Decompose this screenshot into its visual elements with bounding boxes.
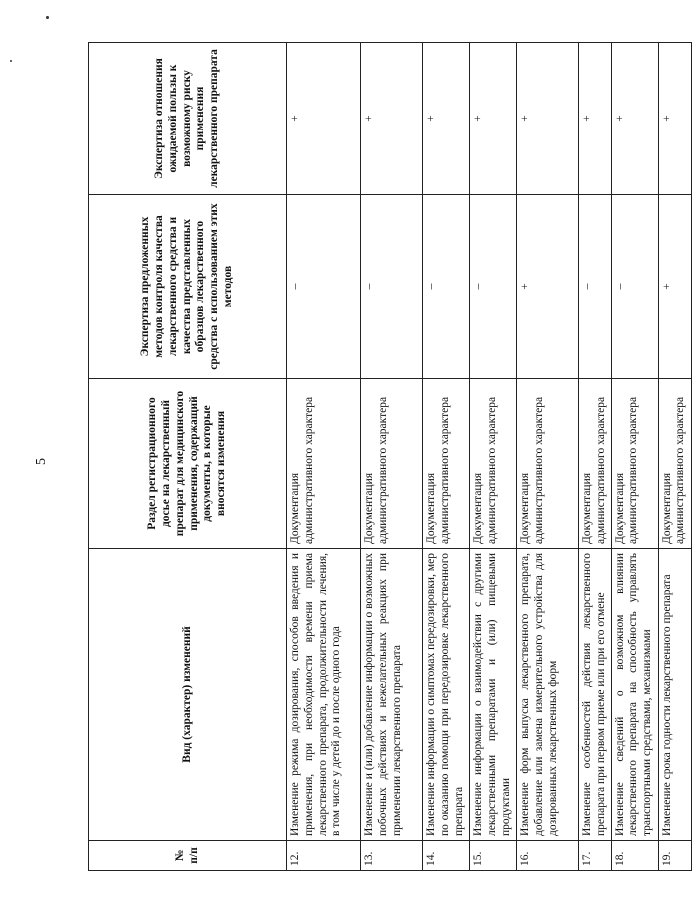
row-ratio-mark: + (517, 43, 579, 195)
header-num: № п/п (89, 841, 287, 871)
table-header-row (89, 43, 287, 871)
row-change: Изменение срока годности лекарственного препарата (658, 549, 691, 841)
table-row (287, 43, 361, 871)
row-section: Документация административного характера (361, 379, 423, 549)
row-change: Изменение информации о симптомах передозировки, мер по оказанию помощи при передозировке лекарственного препарата (423, 549, 470, 841)
row-change: Изменение особенностей действия лекарственного препарата при первом приеме или при его отмене (579, 549, 612, 841)
row-section: Документация административного характера (423, 379, 470, 549)
table-row (611, 43, 658, 871)
row-change: Изменение сведений о возможном влиянии лекарственного препарата на способность управлять транспортными средствами, механизмами (611, 549, 658, 841)
row-section: Документация административного характера (658, 379, 691, 549)
row-change: Изменение и (или) добавление информации о возможных побочных действиях и нежелательных реакциях при применении лекарственного препарата (361, 549, 423, 841)
row-quality-mark: – (361, 195, 423, 379)
table-row (470, 43, 517, 871)
row-section: Документация административного характера (517, 379, 579, 549)
header-ratio: Экспертиза отношения ожидаемой пользы к возможному риску применения лекарственного препарата (89, 43, 287, 195)
row-quality-mark: – (287, 195, 361, 379)
table-row (658, 43, 691, 871)
row-ratio-mark: + (579, 43, 612, 195)
row-section: Документация административного характера (611, 379, 658, 549)
row-quality-mark: – (423, 195, 470, 379)
row-ratio-mark: + (287, 43, 361, 195)
row-quality-mark: – (470, 195, 517, 379)
row-change: Изменение режима дозирования, способов введения и применения, при необходимости времени приема лекарственного препарата, продолжительности лечения, в том числе у детей до и после одного года (287, 549, 361, 841)
row-section: Документация административного характера (287, 379, 361, 549)
row-num: 19. (658, 841, 691, 871)
row-ratio-mark: + (658, 43, 691, 195)
row-quality-mark: – (611, 195, 658, 379)
row-ratio-mark: + (361, 43, 423, 195)
row-num: 14. (423, 841, 470, 871)
changes-table (88, 42, 692, 871)
row-change: Изменение информации о взаимодействии с другими лекарственными препаратами и (или) пищевыми продуктами (470, 549, 517, 841)
row-num: 18. (611, 841, 658, 871)
header-quality: Экспертиза предложенных методов контроля качества лекарственного средства и качества представленных образцов лекарственного средства с использованием этих методов (89, 195, 287, 379)
table-row (579, 43, 612, 871)
row-num: 12. (287, 841, 361, 871)
row-num: 15. (470, 841, 517, 871)
table-row (423, 43, 470, 871)
table-row (517, 43, 579, 871)
row-ratio-mark: + (423, 43, 470, 195)
row-section: Документация административного характера (579, 379, 612, 549)
page-number: 5 (34, 458, 49, 465)
row-quality-mark: + (658, 195, 691, 379)
header-section: Раздел регистрационного досье на лекарственный препарат для медицинского применения, содержащий документы, в которые вносятся изменения (89, 379, 287, 549)
row-ratio-mark: + (611, 43, 658, 195)
row-change: Изменение форм выпуска лекарственного препарата, добавление или замена измерительного устройства для дозированных лекарственных форм (517, 549, 579, 841)
row-section: Документация административного характера (470, 379, 517, 549)
row-quality-mark: – (579, 195, 612, 379)
row-quality-mark: + (517, 195, 579, 379)
header-change: Вид (характер) изменений (89, 549, 287, 841)
table-row (361, 43, 423, 871)
row-ratio-mark: + (470, 43, 517, 195)
row-num: 13. (361, 841, 423, 871)
row-num: 17. (579, 841, 612, 871)
row-num: 16. (517, 841, 579, 871)
